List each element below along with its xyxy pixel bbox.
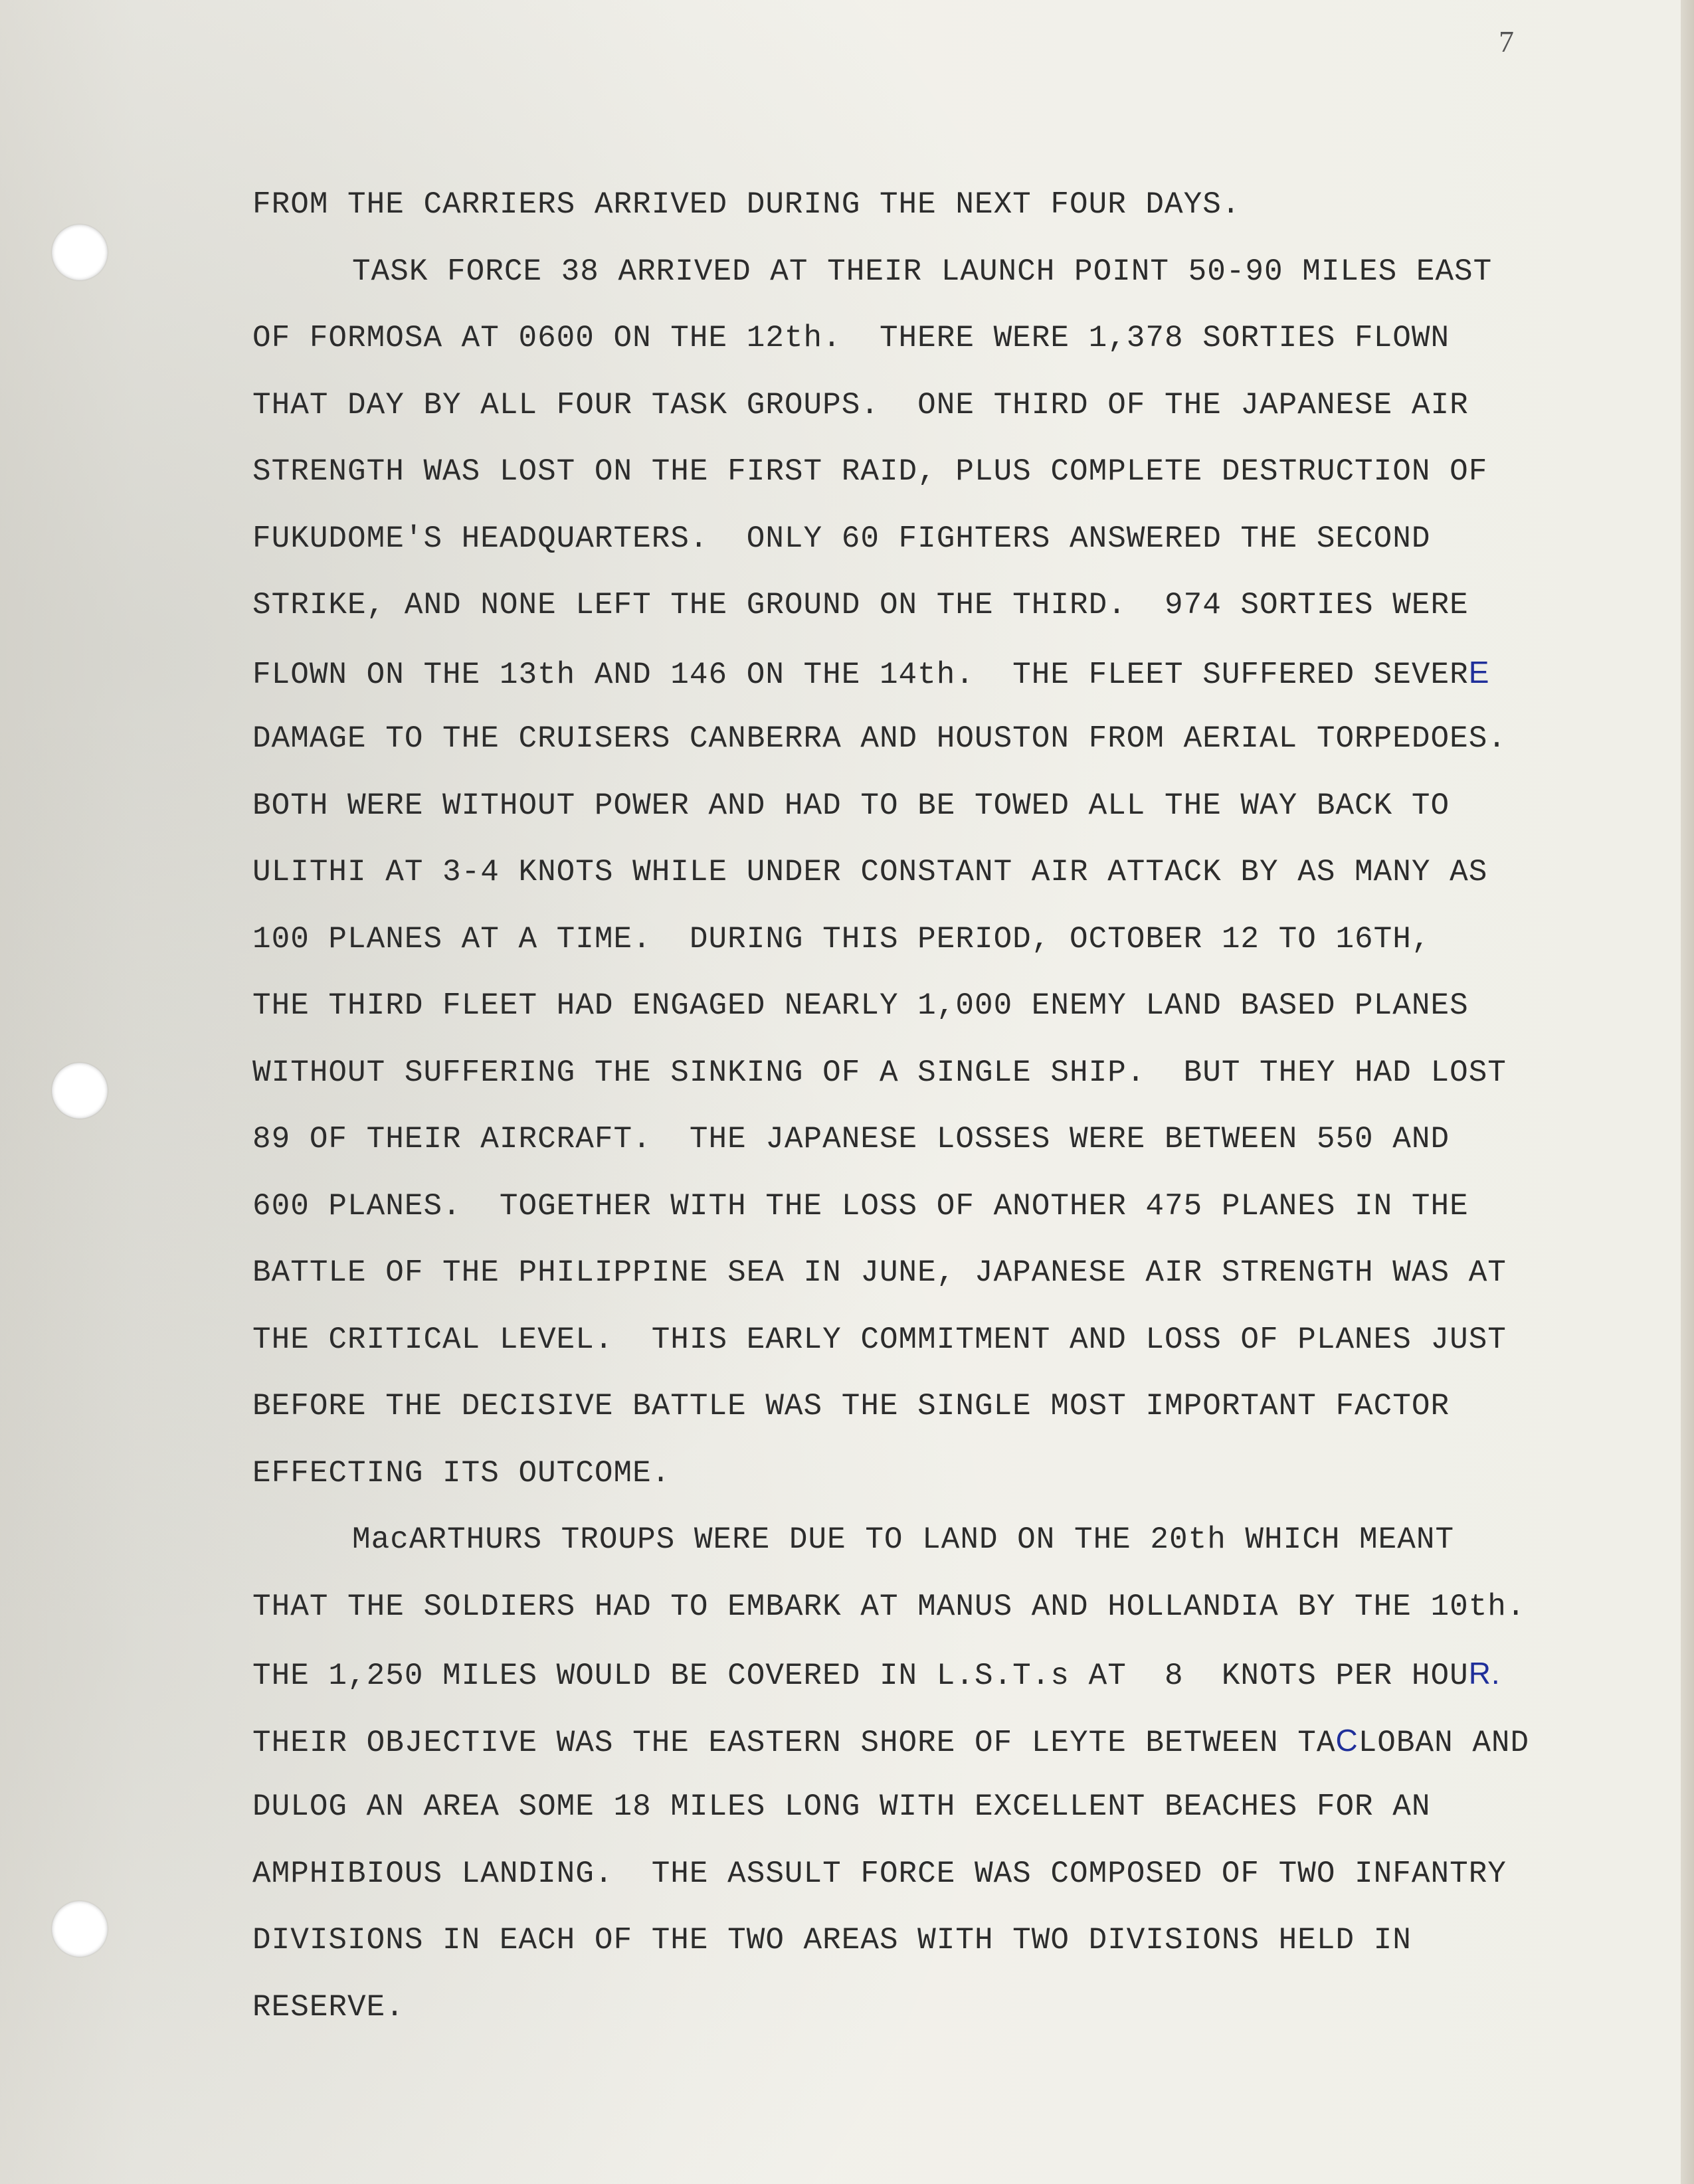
handwritten-correction: R.: [1468, 1656, 1501, 1690]
punch-hole-top: [52, 225, 108, 280]
punch-hole-middle: [52, 1063, 108, 1119]
text-line: DIVISIONS IN EACH OF THE TWO AREAS WITH TWO DIVISIONS HELD IN: [252, 1923, 1412, 1957]
text-line: BOTH WERE WITHOUT POWER AND HAD TO BE TOWED ALL THE WAY BACK TO: [252, 788, 1450, 823]
text-line: EFFECTING ITS OUTCOME.: [252, 1455, 671, 1491]
typed-segment: FLOWN ON THE 13th AND 146 ON THE 14th. THE FLEET SUFFERED SEVER: [252, 657, 1469, 692]
text-line: FROM THE CARRIERS ARRIVED DURING THE NEXT FOUR DAYS.: [252, 187, 1241, 222]
text-line: THAT THE SOLDIERS HAD TO EMBARK AT MANUS AND HOLLANDIA BY THE 10th.: [252, 1589, 1526, 1624]
text-line: FUKUDOME'S HEADQUARTERS. ONLY 60 FIGHTERS ANSWERED THE SECOND: [252, 521, 1431, 556]
text-line: BATTLE OF THE PHILIPPINE SEA IN JUNE, JAPANESE AIR STRENGTH WAS AT: [252, 1255, 1507, 1290]
text-line: [252, 639, 1601, 706]
typed-segment: LOBAN AND: [1358, 1725, 1530, 1760]
text-line: THE THIRD FLEET HAD ENGAGED NEARLY 1,000 ENEMY LAND BASED PLANES: [252, 988, 1469, 1023]
text-line: STRENGTH WAS LOST ON THE FIRST RAID, PLUS COMPLETE DESTRUCTION OF: [252, 454, 1488, 489]
text-line: THE CRITICAL LEVEL. THIS EARLY COMMITMENT AND LOSS OF PLANES JUST: [252, 1322, 1507, 1357]
handwritten-correction: C: [1335, 1722, 1359, 1758]
text-line: AMPHIBIOUS LANDING. THE ASSULT FORCE WAS COMPOSED OF TWO INFANTRY: [252, 1856, 1507, 1891]
text-line: [252, 1640, 1601, 1707]
text-line: 100 PLANES AT A TIME. DURING THIS PERIOD, OCTOBER 12 TO 16TH,: [252, 921, 1431, 956]
text-line: BEFORE THE DECISIVE BATTLE WAS THE SINGLE MOST IMPORTANT FACTOR: [252, 1389, 1450, 1423]
page-number: 7: [1499, 25, 1514, 58]
text-line: THAT DAY BY ALL FOUR TASK GROUPS. ONE THIRD OF THE JAPANESE AIR: [252, 387, 1469, 422]
text-line: 89 OF THEIR AIRCRAFT. THE JAPANESE LOSSES WERE BETWEEN 550 AND: [252, 1122, 1450, 1156]
page-edge: [1681, 0, 1694, 2184]
text-line: MacARTHURS TROUPS WERE DUE TO LAND ON THE 20th WHICH MEANT: [352, 1522, 1455, 1557]
text-line: [252, 1707, 1601, 1774]
text-line: 600 PLANES. TOGETHER WITH THE LOSS OF ANOTHER 475 PLANES IN THE: [252, 1188, 1469, 1224]
text-line: RESERVE.: [252, 1989, 405, 2025]
text-line: OF FORMOSA AT 0600 ON THE 12th. THERE WERE 1,378 SORTIES FLOWN: [252, 321, 1450, 355]
text-line: TASK FORCE 38 ARRIVED AT THEIR LAUNCH POINT 50-90 MILES EAST: [352, 254, 1493, 289]
text-line: WITHOUT SUFFERING THE SINKING OF A SINGLE SHIP. BUT THEY HAD LOST: [252, 1055, 1507, 1090]
typed-segment: THE 1,250 MILES WOULD BE COVERED IN L.S.T.s AT 8 KNOTS PER HOU: [252, 1659, 1469, 1693]
text-line: DAMAGE TO THE CRUISERS CANBERRA AND HOUSTON FROM AERIAL TORPEDOES.: [252, 721, 1507, 756]
typed-segment: THEIR OBJECTIVE WAS THE EASTERN SHORE OF LEYTE BETWEEN TA: [252, 1725, 1336, 1760]
text-line: ULITHI AT 3-4 KNOTS WHILE UNDER CONSTANT AIR ATTACK BY AS MANY AS: [252, 855, 1488, 889]
text-line: STRIKE, AND NONE LEFT THE GROUND ON THE THIRD. 974 SORTIES WERE: [252, 588, 1469, 622]
body-text: [252, 171, 1601, 2041]
handwritten-correction: E: [1468, 654, 1490, 689]
text-line: DULOG AN AREA SOME 18 MILES LONG WITH EXCELLENT BEACHES FOR AN: [252, 1789, 1431, 1824]
punch-hole-bottom: [52, 1901, 108, 1957]
